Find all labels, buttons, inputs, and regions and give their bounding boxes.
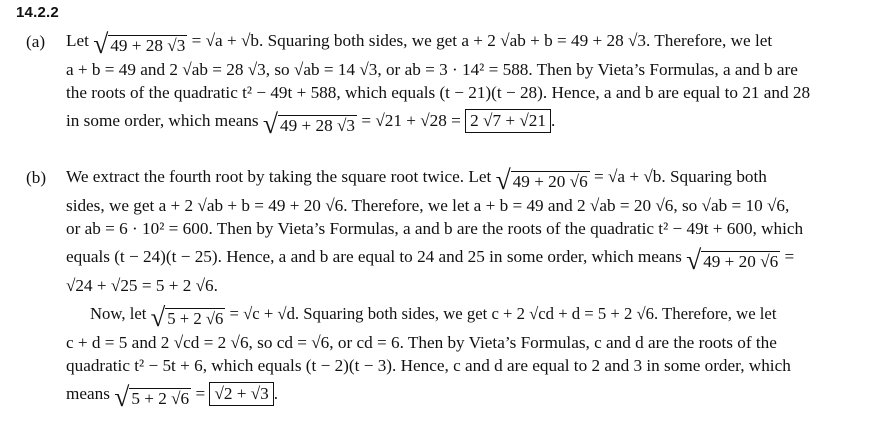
- part-a-line-4-text-1: in some order, which means: [66, 111, 259, 130]
- part-b-line-6: [66, 297, 882, 331]
- part-a: [26, 28, 882, 139]
- nested-radical: √ 5 + 2 √6: [114, 381, 190, 412]
- part-b-line-9-text-1: means: [66, 384, 110, 403]
- part-b-line-1-text-2: = √a + √b. Squaring both: [594, 167, 767, 186]
- part-b-line-6-text-2: = √c + √d. Squaring both sides, we get c + 2 √cd + d = 5 + 2 √6. Therefore, we let: [229, 304, 777, 323]
- part-b-line-4-text-1: equals (t − 24)(t − 25). Hence, a and b are equal to 24 and 25 in some order, which means: [66, 247, 682, 266]
- part-b-line-2: sides, we get a + 2 √ab + b = 49 + 20 √6. Therefore, we let a + b = 49 and 2 √ab = 20 √6, so √ab = 10 √6,: [66, 196, 790, 215]
- nested-radical-body: 5 + 2 √6: [167, 309, 224, 328]
- part-b-label: (b): [26, 168, 47, 187]
- part-b-line-1: [66, 160, 882, 194]
- part-a-line-4: [66, 104, 882, 138]
- nested-radical-body: 5 + 2 √6: [131, 389, 190, 408]
- part-a-line-3: the roots of the quadratic t² − 49t + 588, which equals (t − 21)(t − 28). Hence, a and b are equal to 21 and 28: [66, 83, 811, 102]
- part-a-period: .: [550, 111, 556, 130]
- part-b-line-5: √24 + √25 = 5 + 2 √6.: [66, 276, 218, 295]
- part-b-line-3: or ab = 6 · 10² = 600. Then by Vieta’s Formulas, a and b are the roots of the quadratic t² − 49t + 600, which: [66, 219, 804, 238]
- nested-radical: √ 49 + 28 √3: [93, 28, 186, 59]
- part-b-line-9-text-2: =: [195, 384, 206, 403]
- part-b-line-4-text-2: =: [784, 247, 795, 266]
- part-a-label: (a): [26, 32, 46, 51]
- part-a-line-4-text-2: = √21 + √28 =: [361, 111, 461, 130]
- nested-radical: √ 49 + 28 √3: [262, 108, 356, 139]
- part-b: [26, 164, 882, 412]
- part-a-line-1-text-1: Let: [66, 31, 89, 50]
- answer-box-b: √2 + √3: [209, 382, 273, 406]
- answer-box-a: 2 √7 + √21: [465, 109, 551, 133]
- nested-radical-body: 49 + 28 √3: [110, 36, 186, 55]
- nested-radical: √ 49 + 20 √6: [686, 244, 779, 275]
- part-b-line-4: [66, 240, 882, 274]
- part-b-period: .: [273, 384, 279, 403]
- section-number: 14.2.2: [16, 4, 59, 21]
- part-b-line-7: c + d = 5 and 2 √cd = 2 √6, so cd = √6, or cd = 6. Then by Vieta’s Formulas, c and d are the roots of the: [66, 333, 777, 352]
- part-a-line-2: a + b = 49 and 2 √ab = 28 √3, so √ab = 14 √3, or ab = 3 · 14² = 588. Then by Vieta’s Formulas, a and b are: [66, 60, 798, 79]
- nested-radical-body: 49 + 20 √6: [703, 252, 779, 271]
- part-b-line-6-text-1: Now, let: [90, 304, 147, 323]
- part-b-line-1-text-1: We extract the fourth root by taking the square root twice. Let: [66, 167, 492, 186]
- nested-radical: √ 5 + 2 √6: [150, 302, 224, 332]
- nested-radical: √ 49 + 20 √6: [495, 164, 588, 195]
- nested-radical-body: 49 + 28 √3: [280, 116, 356, 135]
- part-b-line-9: [66, 377, 882, 411]
- part-a-line-1: [66, 24, 882, 58]
- part-a-line-1-text-2: = √a + √b. Squaring both sides, we get a + 2 √ab + b = 49 + 28 √3. Therefore, we let: [191, 31, 773, 50]
- nested-radical-body: 49 + 20 √6: [512, 172, 588, 191]
- part-b-line-8: quadratic t² − 5t + 6, which equals (t − 2)(t − 3). Hence, c and d are equal to 2 and 3 in some order, which: [66, 356, 791, 375]
